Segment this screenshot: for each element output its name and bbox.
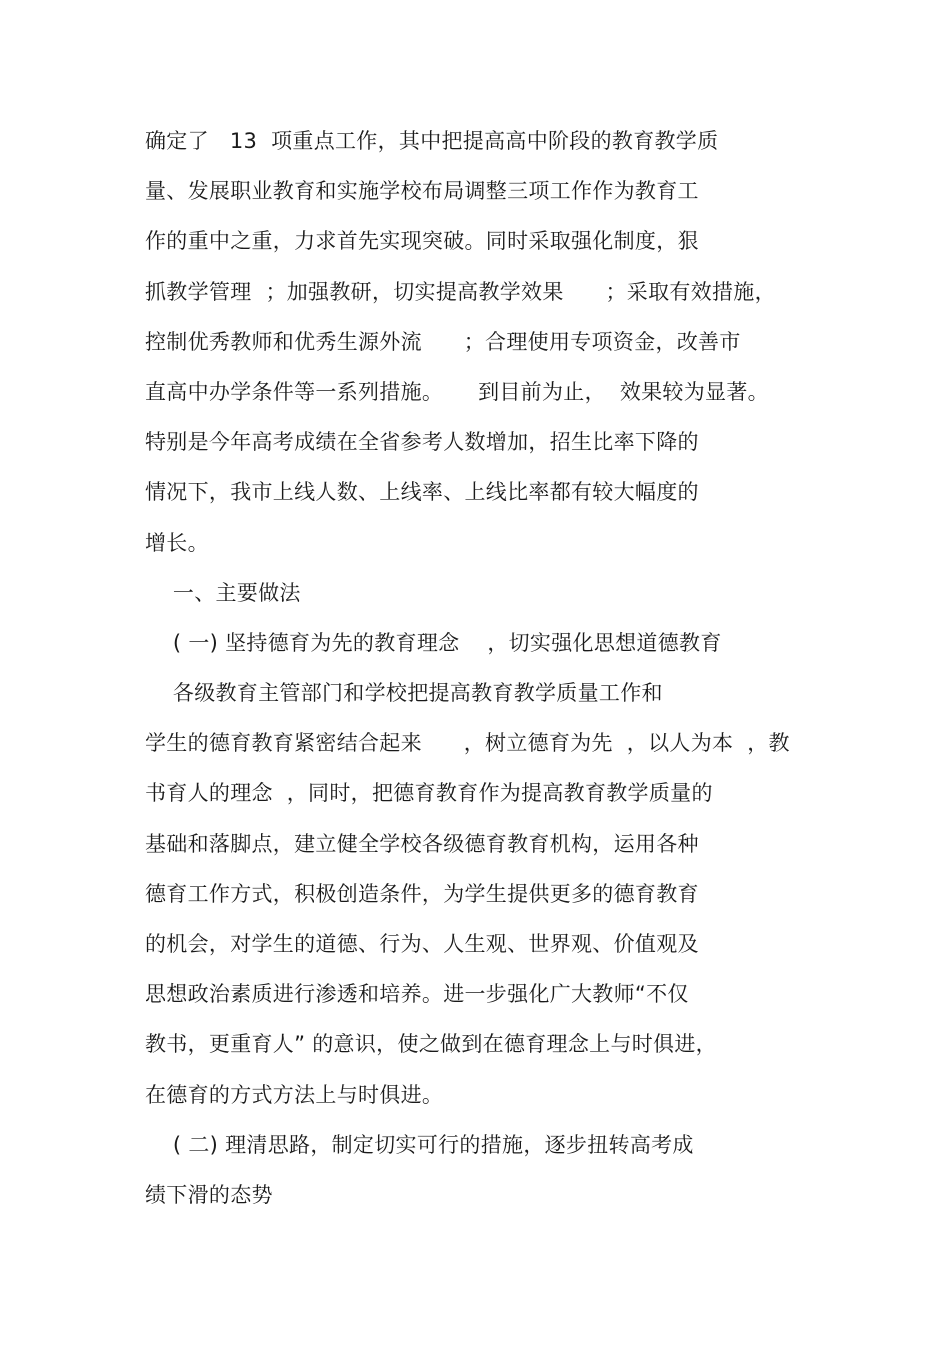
subsection-heading: ( 一) 坚持德育为先的教育理念 ，切实强化思想道德教育	[145, 630, 722, 655]
text-line: 量、发展职业教育和实施学校布局调整三项工作作为教育工	[145, 179, 699, 204]
text-line: 各级教育主管部门和学校把提高教育教学质量工作和	[145, 681, 663, 706]
section-heading: 一、主要做法	[145, 580, 301, 605]
text-line: 学生的德育教育紧密结合起来 ，树立德育为先 ，以人为本 ，教	[145, 731, 790, 756]
text-line: 确定了 13 项重点工作，其中把提高高中阶段的教育教学质	[145, 129, 719, 153]
text-line: 直高中办学条件等一系列措施。 到目前为止， 效果较为显著。	[145, 379, 769, 404]
text-line: 教书，更重育人” 的意识，使之做到在德育理念上与时俱进，	[145, 1032, 717, 1057]
text-line: 控制优秀教师和优秀生源外流 ；合理使用专项资金，改善市	[145, 329, 741, 354]
text-line: 绩下滑的态势	[145, 1182, 273, 1207]
text-line: 在德育的方式方法上与时俱进。	[145, 1082, 444, 1107]
text-line: 的机会，对学生的道德、行为、人生观、世界观、价值观及	[145, 932, 699, 956]
body-text	[145, 124, 825, 1228]
text-line: 基础和落脚点，建立健全学校各级德育教育机构，运用各种	[145, 831, 699, 856]
text-line: 抓教学管理 ；加强教研，切实提高教学效果 ；采取有效措施，	[145, 279, 776, 304]
text-line: 特别是今年高考成绩在全省参考人数增加，招生比率下降的	[145, 430, 699, 455]
text-line: 增长。	[145, 530, 209, 555]
subsection-heading: ( 二) 理清思路，制定切实可行的措施，逐步扭转高考成	[145, 1132, 694, 1157]
text-line: 作的重中之重，力求首先实现突破。同时采取强化制度，狠	[145, 229, 699, 254]
text-line: 书育人的理念 ，同时，把德育教育作为提高教育教学质量的	[145, 781, 713, 806]
text-line: 思想政治素质进行渗透和培养。进一步强化广大教师“不仅	[145, 982, 689, 1007]
text-line: 德育工作方式，积极创造条件，为学生提供更多的德育教育	[145, 881, 699, 906]
text-line: 情况下，我市上线人数、上线率、上线比率都有较大幅度的	[145, 480, 699, 505]
